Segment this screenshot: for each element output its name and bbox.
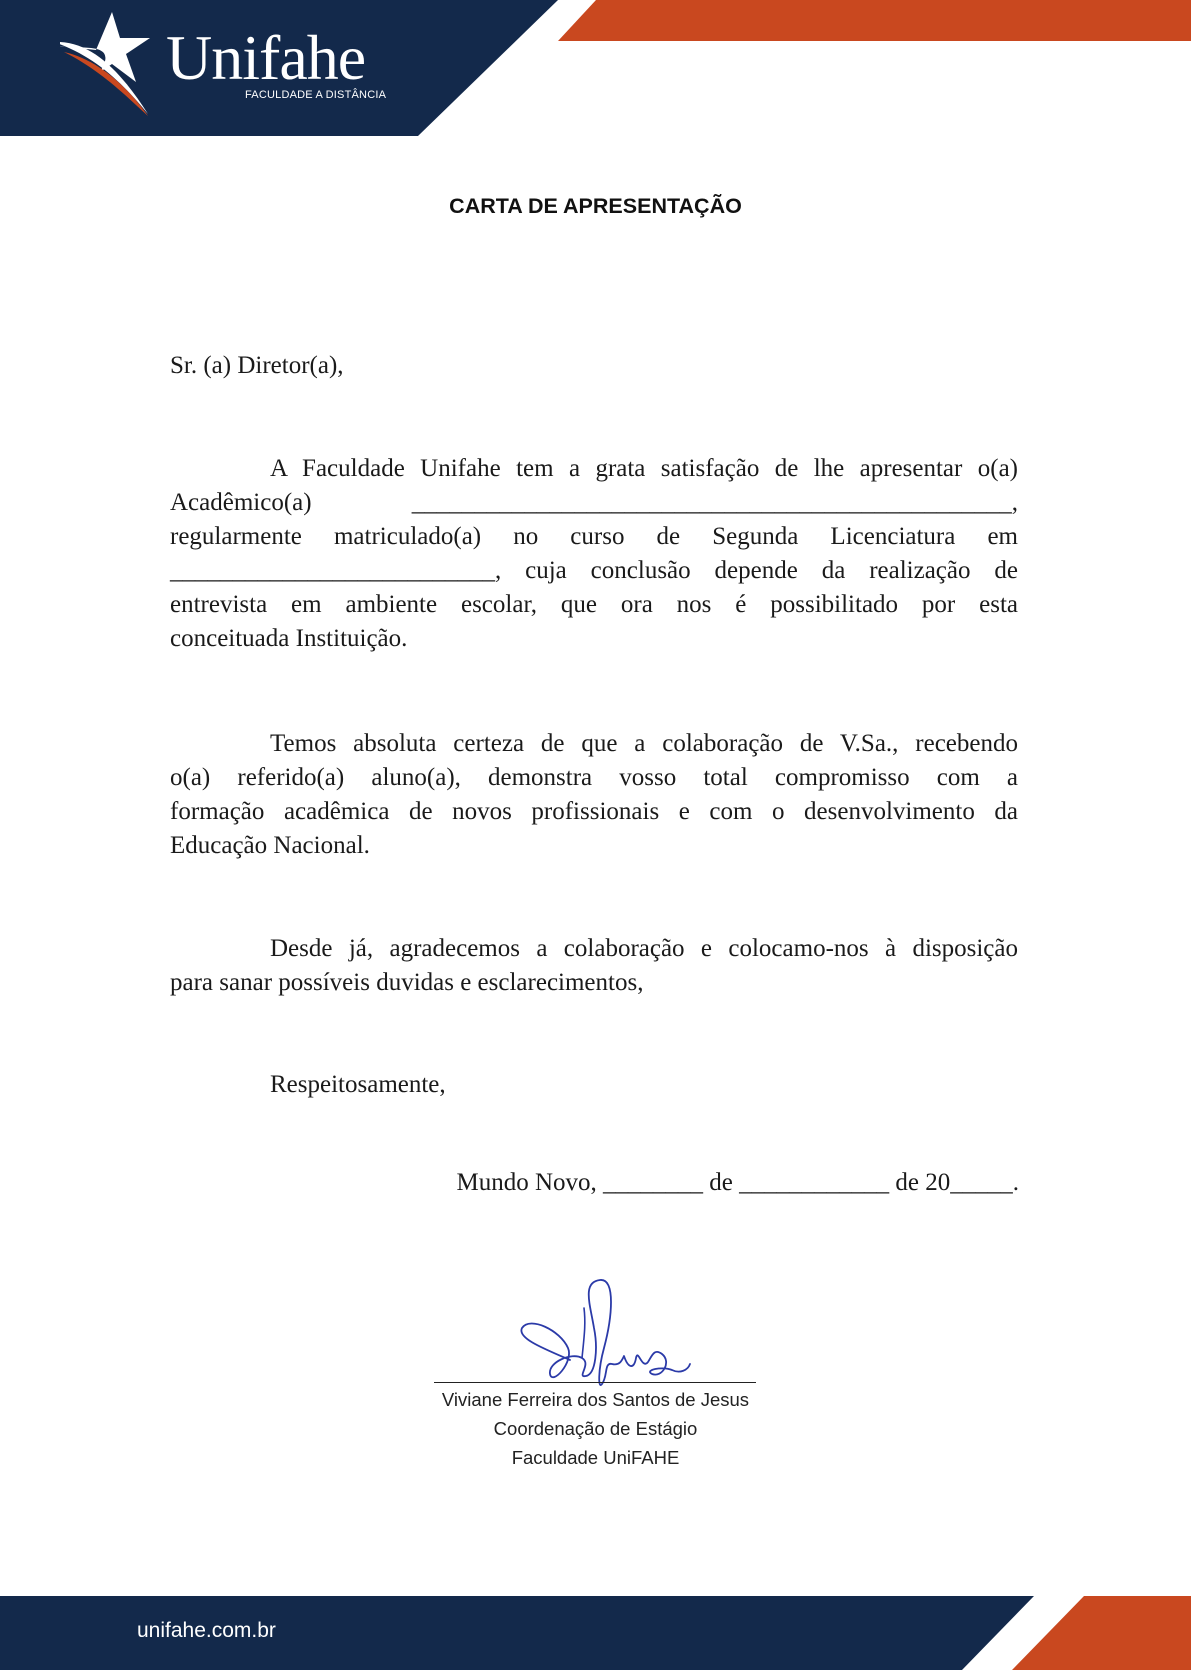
signature-line xyxy=(434,1382,756,1383)
paragraph-line: Temos absoluta certeza de que a colaboração de V.Sa., recebendo xyxy=(270,730,1018,757)
paragraph-introduction xyxy=(170,452,1018,656)
brand-tagline: FACULDADE A DISTÂNCIA xyxy=(245,89,387,101)
salutation: Sr. (a) Diretor(a), xyxy=(170,352,344,379)
paragraph-line: conceituada Instituição. xyxy=(170,625,408,652)
paragraph-line: A Faculdade Unifahe tem a grata satisfação de lhe apresentar o(a) xyxy=(270,455,1018,482)
footer-orange-shape xyxy=(1012,1596,1191,1670)
paragraph-line: Acadêmico(a) ________________________________________________, xyxy=(170,489,1018,516)
signer-institution: Faculdade UniFAHE xyxy=(511,1447,680,1468)
paragraph-line: o(a) referido(a) aluno(a), demonstra vosso total compromisso com a xyxy=(170,764,1018,791)
paragraph-collaboration xyxy=(170,727,1018,863)
brand-name: Unifahe xyxy=(166,22,366,93)
signer-name: Viviane Ferreira dos Santos de Jesus xyxy=(441,1389,750,1410)
paragraph-line: Educação Nacional. xyxy=(170,832,370,859)
place-date: Mundo Novo, ________ de ____________ de 20_____. xyxy=(456,1169,1019,1196)
paragraph-line: entrevista em ambiente escolar, que ora nos é possibilitado por esta xyxy=(170,591,1018,618)
footer-website-link[interactable]: unifahe.com.br xyxy=(137,1619,276,1642)
closing: Respeitosamente, xyxy=(270,1071,446,1098)
paragraph-thanks xyxy=(170,932,1018,1000)
header-orange-stripe xyxy=(558,0,1191,41)
paragraph-line: regularmente matriculado(a) no curso de Segunda Licenciatura em xyxy=(170,523,1018,550)
paragraph-line: Desde já, agradecemos a colaboração e colocamo-nos à disposição xyxy=(270,935,1018,962)
page-title: CARTA DE APRESENTAÇÃO xyxy=(449,194,742,218)
paragraph-line: formação acadêmica de novos profissionais e com o desenvolvimento da xyxy=(170,798,1018,825)
paragraph-line: __________________________, cuja conclusão depende da realização de xyxy=(170,557,1018,584)
signer-role: Coordenação de Estágio xyxy=(493,1418,698,1439)
paragraph-line: para sanar possíveis duvidas e esclarecimentos, xyxy=(170,969,644,996)
handwritten-signature-icon xyxy=(512,1278,692,1398)
